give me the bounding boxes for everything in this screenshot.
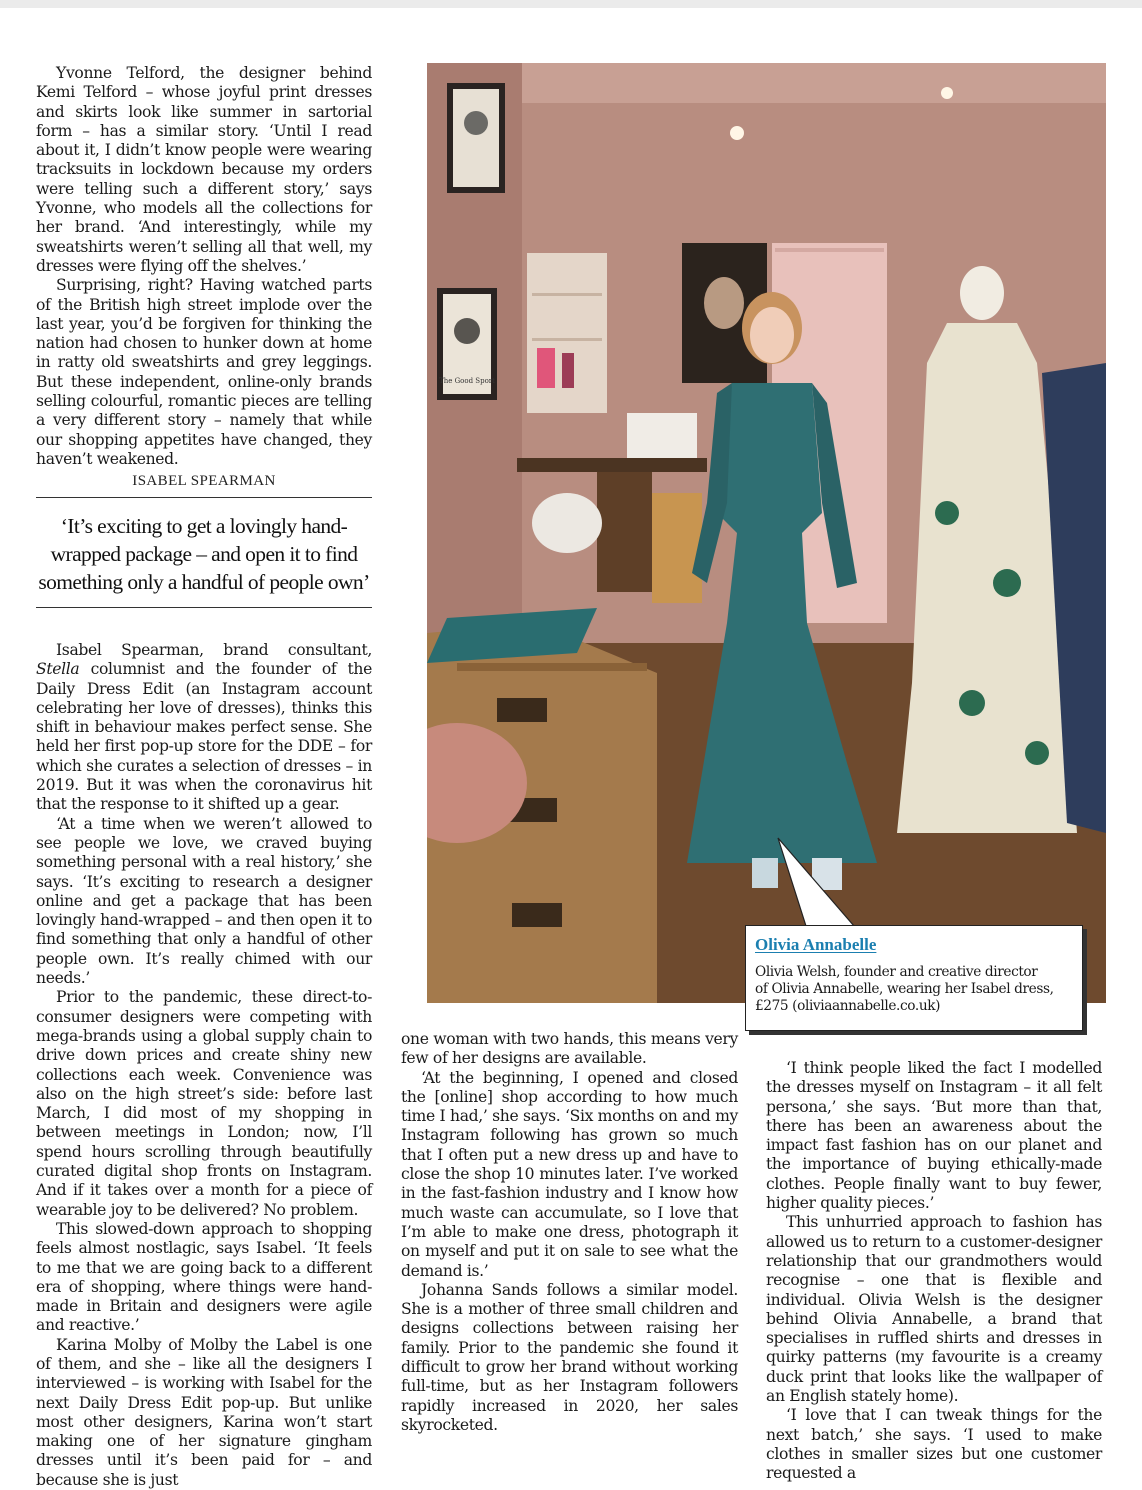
shelf — [532, 293, 602, 296]
pull-quote-rule — [36, 607, 372, 608]
drawer-handle — [497, 698, 547, 722]
paragraph: Yvonne Telford, the designer behind Kemi Telford – whose joyful print dresses and skirts look like summer in sartorial form – has a similar story. ‘Until I read about it, I didn’t know people were wearing tracksuits in lockdown because my orders were telling such a different story,’ says Yvonne, who models all the collections for her brand. ‘And interestingly, while my sweatshirts weren’t selling all that well, my dresses were flying off the shelves.’ — [36, 64, 372, 275]
text: Isabel Spearman, brand consultant, — [56, 641, 372, 659]
italic-text: Stella — [36, 660, 80, 679]
pointer-shape — [778, 838, 854, 926]
face — [750, 307, 794, 363]
poster-text: The Good Sport — [439, 377, 495, 385]
drawer-handle — [512, 903, 562, 927]
caption-line: £275 (oliviaannabelle.co.uk) — [755, 998, 941, 1015]
paragraph — [36, 641, 372, 815]
dresser-edge — [457, 663, 647, 671]
byline: ISABEL SPEARMAN — [132, 473, 276, 489]
paragraph: ‘I love that I can tweak things for the next batch,’ she says. ‘I used to make clothes in smaller sizes but one customer requested a — [766, 1406, 1102, 1483]
books — [562, 353, 574, 388]
top-bar — [0, 0, 1142, 8]
tree-print — [959, 690, 985, 716]
paragraph: Prior to the pandemic, these direct-to-consumer designers were competing with mega-brands using a global supply chain to drive down prices and create shiny new collections each week. Convenience was also on the high street’s side: before last March, I did most of my shopping in between meetings in London; now, I’ll spend hours scrolling through beautifully curated digital shop fronts on Instagram. And if it takes over a month for a piece of wearable joy to be delivered? No problem. — [36, 988, 372, 1219]
paragraph: ‘At a time when we weren’t allowed to see people we love, we craved buying something personal with a real history,’ she says. ‘It’s exciting to research a designer online and get a package that has been lovingly hand-wrapped – and then open it to find something that only a handful of other people own. It’s really chimed with our needs.’ — [36, 814, 372, 988]
ceiling-light — [730, 126, 744, 140]
yellow-cloth — [652, 493, 702, 603]
photo — [427, 63, 1106, 1003]
ceiling-light — [941, 87, 953, 99]
byline-rule — [36, 497, 372, 498]
paragraph: Johanna Sands follows a similar model. She is a mother of three small children and designs collections between raising her family. Prior to the pandemic she found it difficult to grow her brand without working full-time, but as her Instagram followers rapidly increased in 2020, her sales skyrocketed. — [401, 1280, 738, 1434]
sneaker — [752, 858, 778, 888]
portrait-face — [704, 277, 744, 329]
poster — [453, 89, 499, 187]
tree-print — [935, 501, 959, 525]
caption-box — [745, 925, 1083, 1031]
paragraph: ‘At the beginning, I opened and closed the [online] shop according to how much time I had,’ she says. ‘Six months on and my Instagram following has grown so much that I often put a new dress up and have to close the shop 10 minutes later. I’ve worked in the fast-fashion industry and I know how much waste can accumulate, so I love that I’m able to make one dress, photograph it on myself and put it on sale to see what the demand is.’ — [401, 1068, 738, 1280]
ceiling — [427, 63, 1106, 103]
mannequin-head — [960, 266, 1004, 320]
shelf-unit — [527, 253, 607, 413]
left-column-bottom — [36, 641, 372, 1490]
paragraph: ‘I think people liked the fact I modelled the dresses myself on Instagram – it all felt persona,’ she says. ‘But more than that, there has been an awareness about the impact fast fashion has on our planet and the importance of buying ethically-made clothes. People finally want to buy fewer, higher quality pieces.’ — [766, 1059, 1102, 1213]
caption-line: of Olivia Annabelle, wearing her Isabel dress, — [755, 981, 1054, 998]
photo-illustration — [427, 63, 1106, 1003]
caption-title[interactable]: Olivia Annabelle — [755, 935, 877, 954]
tree-print — [993, 569, 1021, 597]
desk-drawers — [597, 472, 652, 592]
sewing-machine — [627, 413, 697, 458]
right-column — [766, 1059, 1102, 1484]
poster-figure — [454, 318, 480, 344]
locker-vent — [775, 248, 884, 252]
caption-line: Olivia Welsh, founder and creative director — [755, 964, 1038, 980]
paragraph: This unhurried approach to fashion has allowed us to return to a customer-designer relationship that our grandmothers would recognise – one that is flexible and individual. Olivia Welsh is the designer behind Olivia Annabelle, a brand that specialises in ruffled shirts and dresses in quirky patterns (my favourite is a creamy duck print that looks like the wallpaper of an English stately home). — [766, 1213, 1102, 1406]
paragraph: This slowed-down approach to shopping feels almost nostlagic, says Isabel. ‘It feels to me that we are going back to a different era of shopping, where things were hand-made in Britain and designers were agile and reactive.’ — [36, 1219, 372, 1335]
text: columnist and the founder of the Daily Dress Edit (an Instagram account celebrating her love of dresses), thinks this shift in behaviour makes perfect sense. She held her first pop-up store for the DDE – for which she curates a selection of dresses – in 2019. But it was when the coronavirus hit that the response to it shifted up a gear. — [36, 660, 372, 814]
tree-print — [1025, 741, 1049, 765]
paragraph: one woman with two hands, this means very few of her designs are available. — [401, 1030, 738, 1068]
caption-text — [755, 964, 1072, 1016]
chair — [532, 493, 602, 553]
shelf — [532, 338, 602, 341]
paragraph: Karina Molby of Molby the Label is one of them, and she – like all the designers I interviewed – is working with Isabel for the next Daily Dress Edit pop-up. But unlike most other designers, Karina won’t start making one of her signature gingham dresses until it’s been paid for – and because she is just — [36, 1335, 372, 1489]
middle-column — [401, 1030, 738, 1435]
caption-pointer — [776, 836, 856, 931]
pull-quote: ‘It’s exciting to get a lovingly hand-wrapped package – and open it to find something only a handful of people own’ — [38, 514, 370, 594]
left-column-top — [36, 64, 372, 469]
desk-top — [517, 458, 707, 472]
books — [537, 348, 555, 388]
poster-figure — [464, 111, 488, 135]
paragraph: Surprising, right? Having watched parts of the British high street implode over the last year, you’d be forgiven for thinking the nation had chosen to hunker down at home in ratty old sweatshirts and grey leggings. But these independent, online-only brands selling colourful, romantic pieces are telling a very different story – namely that while our shopping appetites have changed, they haven’t weakened. — [36, 276, 372, 468]
